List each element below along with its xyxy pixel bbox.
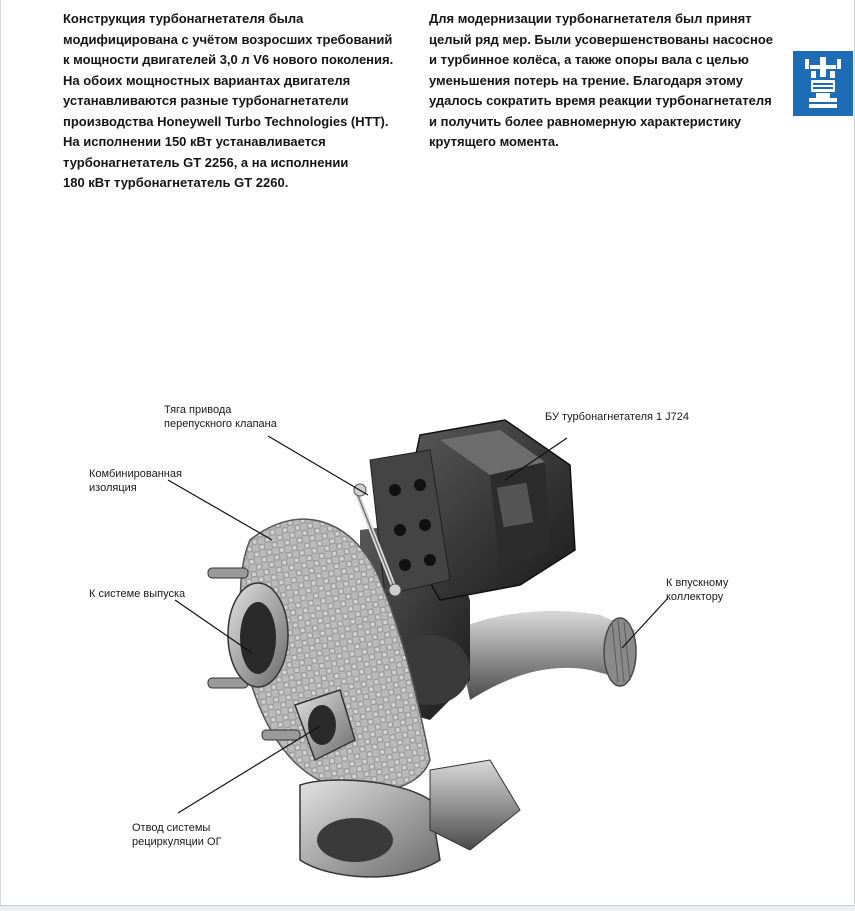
text-line: и турбинное колёса, а также опоры вала с целью	[429, 52, 749, 67]
text-line: модифицирована с учётом возросших требований	[63, 31, 393, 47]
text-line: к мощности двигателей 3,0 л V6 нового поколения.	[63, 52, 394, 67]
text-line: удалось сократить время реакции турбонагнетателя	[429, 93, 772, 108]
label-intake: К впускному коллектору	[666, 577, 729, 603]
label-insulation: Комбинированная изоляция	[89, 468, 182, 494]
intake-pipe	[455, 611, 636, 700]
text-line: целый ряд мер. Были усовершенствованы насосное	[429, 31, 774, 47]
text-line: устанавливаются разные турбонагнетатели	[63, 93, 349, 108]
exhaust-outlet	[228, 583, 288, 687]
label-egr: Отвод системы рециркуляции ОГ	[132, 822, 222, 848]
text-line: На обоих мощностных вариантах двигателя	[63, 72, 351, 88]
turbocharger-figure	[0, 380, 855, 890]
text-line: уменьшения потерь на трение. Благодаря этому	[429, 72, 743, 88]
text-line: Конструкция турбонагнетателя была	[63, 11, 304, 26]
text-line: турбонагнетатель GT 2256, а на исполнении	[63, 154, 349, 170]
text-line: производства Honeywell Turbo Technologies (HTT).	[63, 113, 389, 129]
label-control-unit: БУ турбонагнетателя 1 J724	[545, 411, 690, 423]
control-unit	[370, 420, 575, 600]
turbocharger-illustration	[0, 380, 855, 890]
intro-paragraph-right	[429, 9, 779, 153]
label-exhaust: К системе выпуска	[89, 588, 186, 600]
text-line: Для модернизации турбонагнетателя был принят	[429, 11, 752, 26]
text-line: 180 кВт турбонагнетатель GT 2260.	[63, 175, 289, 190]
engine-cylinder-piston-icon	[793, 51, 853, 116]
label-actuator-rod: Тяга привода перепускного клапана	[164, 404, 277, 430]
intro-paragraph-left	[63, 9, 413, 194]
text-line: и получить более равномерную характеристику	[429, 113, 742, 129]
page-bottom-edge	[0, 905, 855, 911]
text-line: На исполнении 150 кВт устанавливается	[63, 134, 326, 149]
section-badge	[793, 51, 853, 116]
text-line: крутящего момента.	[429, 134, 559, 149]
